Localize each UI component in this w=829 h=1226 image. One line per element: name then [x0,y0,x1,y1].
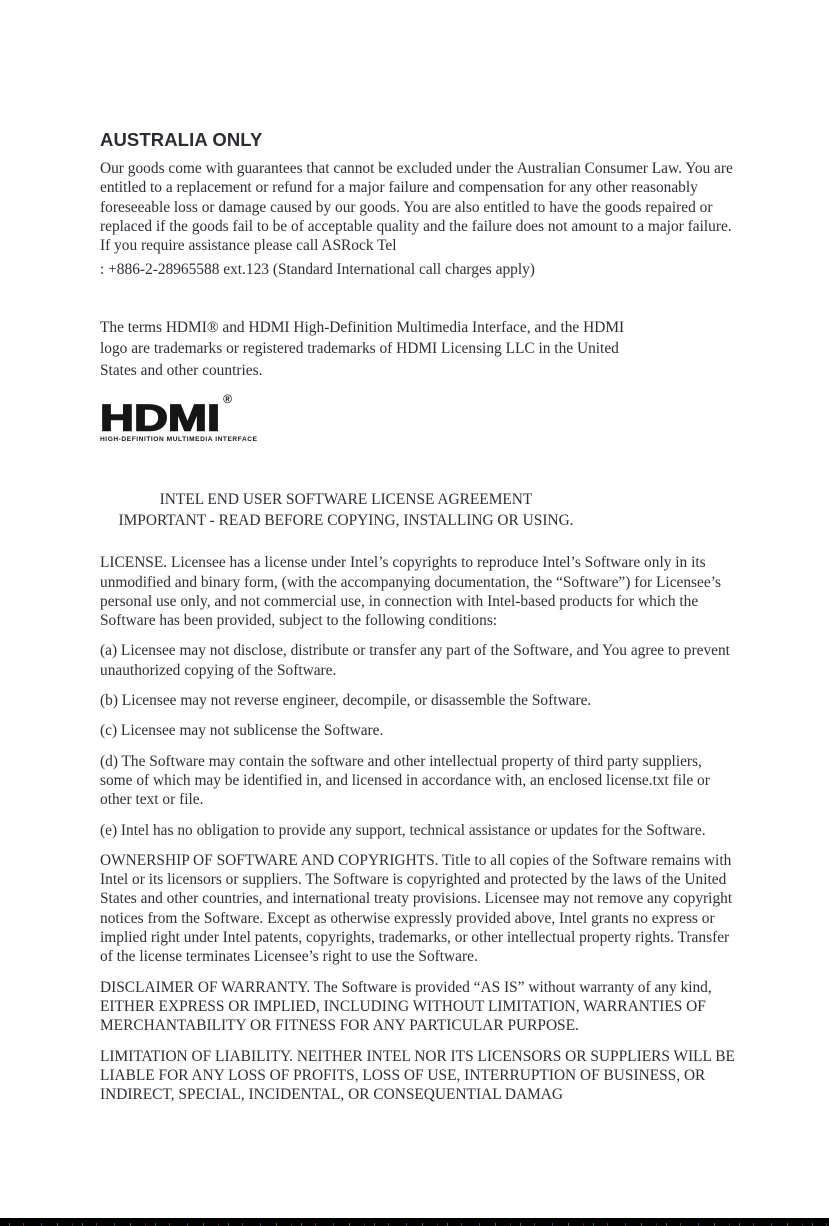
intel-license-title-line2: IMPORTANT - READ BEFORE COPYING, INSTALLING OR USING. [118,512,574,530]
australia-only-heading: AUSTRALIA ONLY [100,129,263,150]
content-column [100,129,738,1115]
hdmi-notice-line: logo are trademarks or registered trademarks of HDMI Licensing LLC in the United [100,340,619,358]
intel-license-title-line1: INTEL END USER SOFTWARE LICENSE AGREEMENT [159,491,533,509]
license-paragraph: (e) Intel has no obligation to provide any support, technical assistance or updates for the Software. [100,821,706,839]
license-paragraph: (a) Licensee may not disclose, distribute or transfer any part of the Software, and You agree to prevent unauthorized copying of the Software. [100,642,730,679]
page-footer-bar [0,1218,829,1226]
hdmi-notice-line: The terms HDMI® and HDMI High-Definition Multimedia Interface, and the HDMI [100,318,625,336]
license-paragraph: DISCLAIMER OF WARRANTY. The Software is provided “AS IS” without warranty of any kind, EITHER EXPRESS OR IMPLIED, INCLUDING WITHOUT LIMITATION, WARRANTIES OF MERCHANTABILITY OR FITNESS FOR ANY PARTICULAR PURPOSE. [100,978,712,1035]
australia-guarantee-paragraph: Our goods come with guarantees that cannot be excluded under the Australian Consumer Law. You are entitled to a replacement or refund for a major failure and compensation for any other reasonably foreseeable loss or damage caused by our goods. You are also entitled to have the goods repaired or replaced if the goods fail to be of acceptable quality and the failure does not amount to a major failure. If you require assistance please call ASRock Tel [100,160,733,255]
asrock-phone-line: : +886-2-28965588 ext.123 (Standard International call charges apply) [100,261,535,279]
license-paragraph: LICENSE. Licensee has a license under Intel’s copyrights to reproduce Intel’s Software only in its unmodified and binary form, (with the accompanying documentation, the “Software”) for Licensee’s personal use only, and not commercial use, in connection with Intel-based products for which the Software has been provided, subject to the following conditions: [100,554,721,630]
license-paragraph: (d) The Software may contain the software and other intellectual property of third party suppliers, some of which may be identified in, and licensed in accordance with, an enclosed license.txt file or other text or file. [100,752,710,809]
license-paragraph: LIMITATION OF LIABILITY. NEITHER INTEL NOR ITS LICENSORS OR SUPPLIERS WILL BE LIABLE FOR ANY LOSS OF PROFITS, LOSS OF USE, INTERRUPTION OF BUSINESS, OR INDIRECT, SPECIAL, INCIDENTAL, OR CONSEQUENTIAL DAMAG [100,1047,735,1104]
intel-license-title [100,489,592,531]
license-paragraph: (c) Licensee may not sublicense the Software. [100,722,384,740]
hdmi-notice-line: States and other countries. [100,361,263,379]
hdmi-trademark-notice [100,317,738,382]
hdmi-logo-tagline: HIGH-DEFINITION MULTIMEDIA INTERFACE [100,436,258,444]
hdmi-logo-wordmark: HDMI [100,397,221,439]
registered-trademark-icon: ® [223,392,232,407]
intel-license-paragraphs [100,553,738,1104]
license-paragraph: OWNERSHIP OF SOFTWARE AND COPYRIGHTS. Title to all copies of the Software remains with Intel or its licensors or suppliers. The Software is copyrighted and protected by the laws of the United States and other countries, and international treaty provisions. Licensee may not remove any copyright notices from the Software. Except as otherwise expressly provided above, Intel grants no express or implied right under Intel patents, copyrights, trademarks, or other intellectual property rights. Transfer of the license terminates Licensee’s right to use the Software. [100,851,733,966]
license-paragraph: (b) Licensee may not reverse engineer, decompile, or disassemble the Software. [100,692,592,710]
hdmi-logo [100,392,738,444]
